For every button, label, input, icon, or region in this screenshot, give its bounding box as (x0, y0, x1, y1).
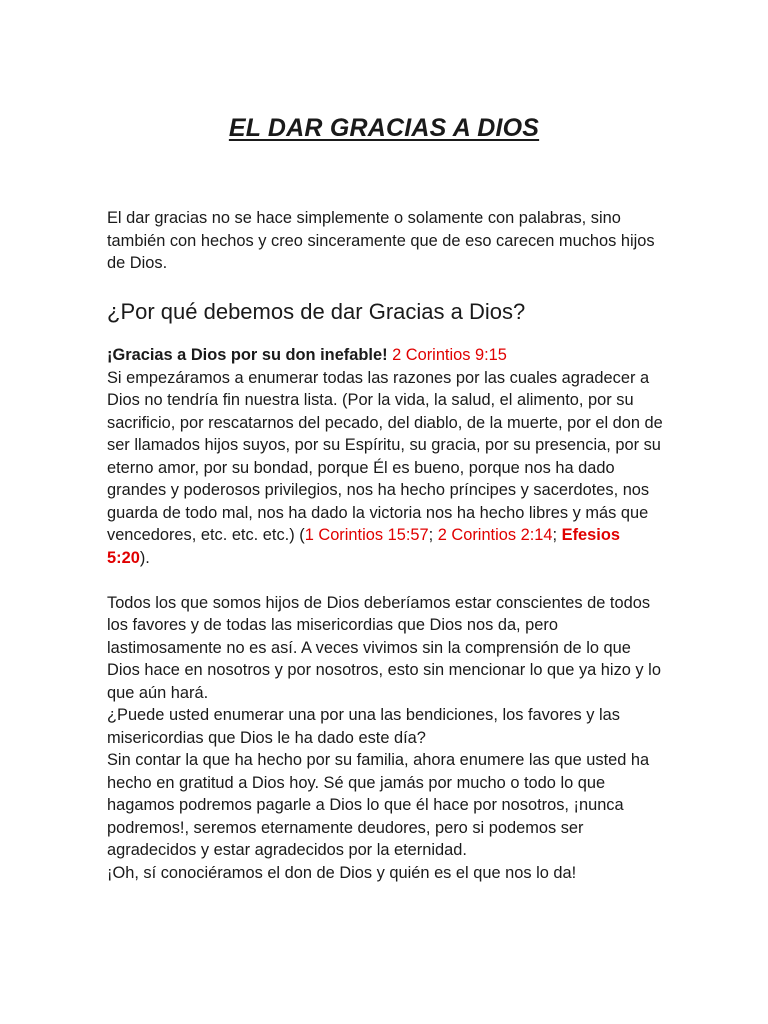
paragraph-gratitude: Sin contar la que ha hecho por su familia, ahora enumere las que usted ha hecho en gratitud a Dios hoy. Sé que jamás por mucho o todo lo que hagamos podremos pagarle a Dios lo que él hace por nosotros, ¡nunca podremos!, seremos eternamente deudores, pero si podemos ser agradecidos y estar agradecidos por la eternidad. (107, 751, 650, 859)
body-content (107, 344, 667, 884)
document-title: EL DAR GRACIAS A DIOS (228, 114, 540, 142)
paragraph-conscientes: Todos los que somos hijos de Dios deberíamos estar conscientes de todos los favores y de todas las misericordias que Dios nos da, pero lastimosamente no es así. A veces vivimos sin la comprensión de lo que Dios hace en nosotros y por nosotros, esto sin mencionar lo que ya hizo y lo que aún hará. (107, 593, 661, 702)
reasons-tail: ). (139, 548, 150, 567)
reasons-paragraph (107, 367, 667, 570)
intro-paragraph: El dar gracias no se hace simplemente o solamente con palabras, sino también con hechos y creo sinceramente que de eso carecen muchos hijos de Dios. (107, 209, 655, 272)
reference-efesios[interactable]: Efesios 5:20 (107, 526, 620, 567)
reference-separator: ; (552, 526, 562, 544)
paragraph-question: ¿Puede usted enumerar una por una las bendiciones, los favores y las misericordias que Dios le ha dado este día? (107, 706, 620, 747)
lead-reference[interactable]: 2 Corintios 9:15 (392, 346, 507, 364)
paragraph-exclamation: ¡Oh, sí conociéramos el don de Dios y quién es el que nos lo da! (107, 863, 577, 882)
reference-1-corintios[interactable]: 1 Corintios 15:57 (304, 526, 429, 544)
section-lead (107, 344, 667, 367)
lead-statement: ¡Gracias a Dios por su don inefable! (107, 346, 388, 364)
reference-2-corintios[interactable]: 2 Corintios 2:14 (437, 526, 553, 544)
reasons-text: Si empezáramos a enumerar todas las razones por las cuales agradecer a Dios no tendría fin nuestra lista. (Por la vida, la salud, el alimento, por su sacrificio, por rescatarnos del pecado, del diablo, de la muerte, por el don de ser llamados hijos suyos, por su Espíritu, su gracia, por su presencia, por su eterno amor, por su bondad, porque Él es bueno, porque nos ha dado grandes y poderosos privilegios, nos ha hecho príncipes y sacerdotes, nos guarda de todo mal, nos ha dado la victoria nos ha hecho libres y más que vencedores, etc. etc. etc.) ( (107, 368, 663, 544)
question-heading: ¿Por qué debemos de dar Gracias a Dios? (107, 299, 526, 324)
paragraph-gap (107, 569, 667, 592)
reference-separator: ; (428, 526, 438, 544)
